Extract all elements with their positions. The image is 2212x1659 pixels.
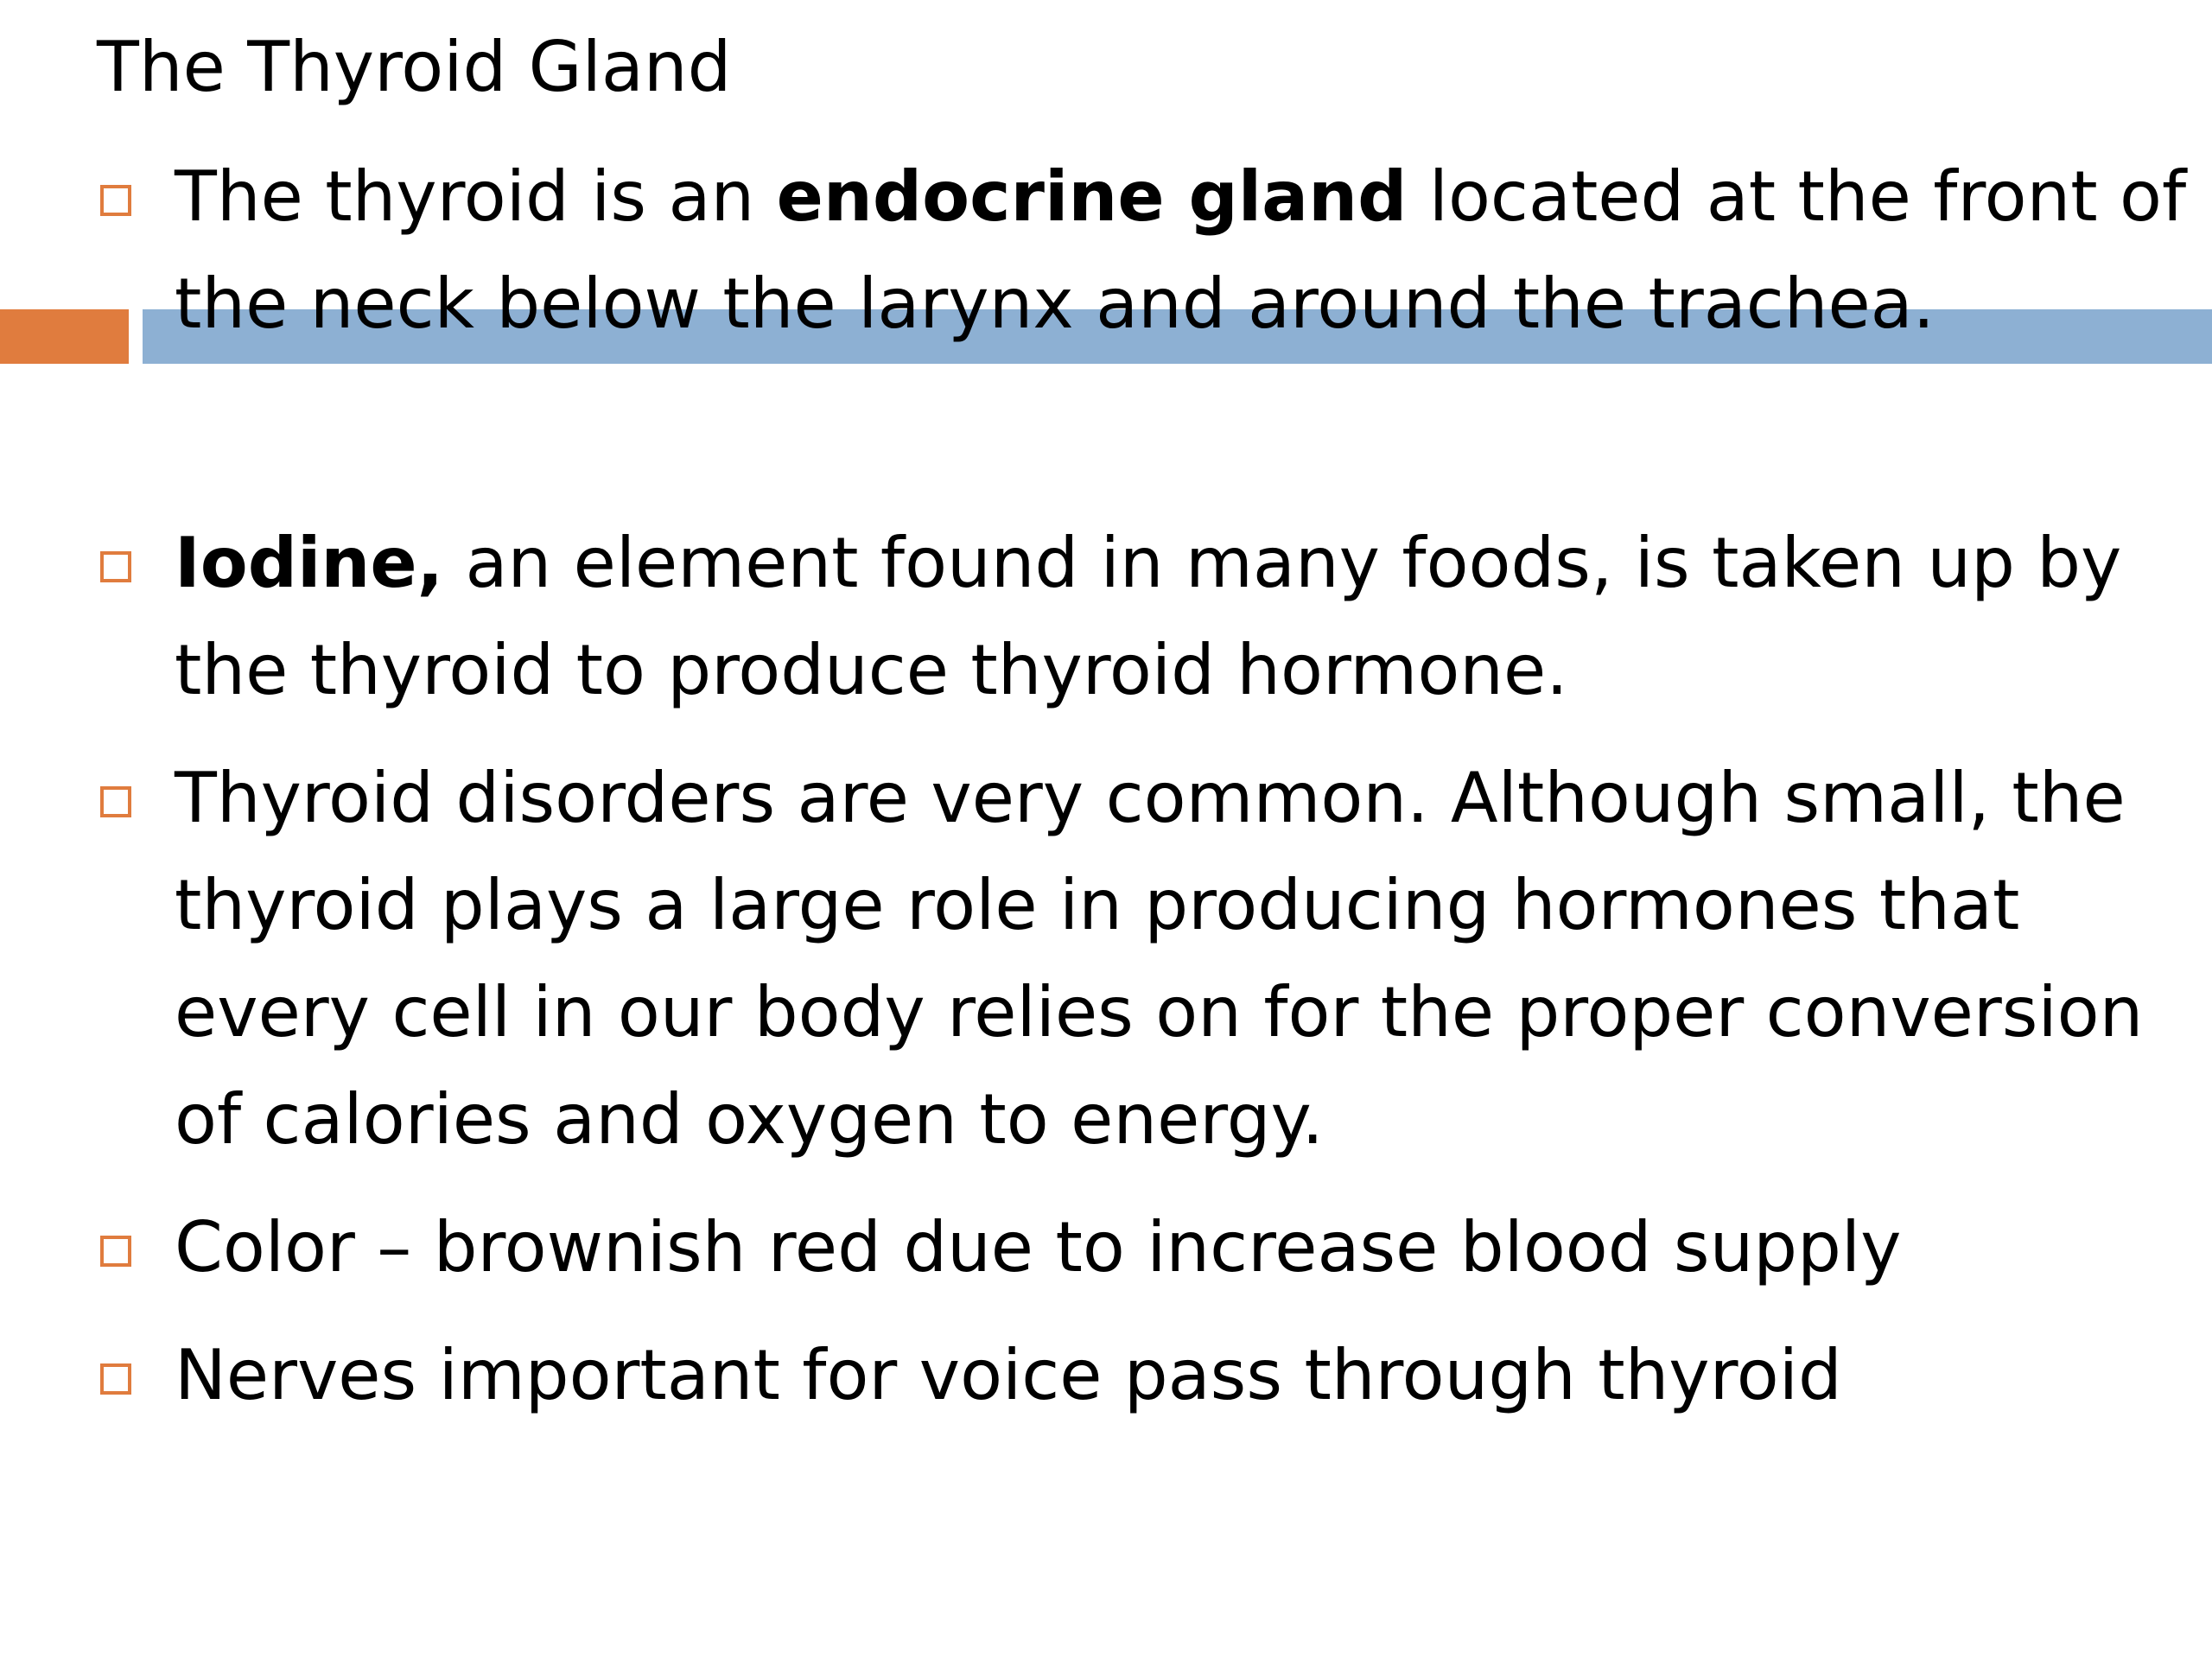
text-segment: the neck below the larynx and around the trachea. [175,264,1936,344]
bullet-text [175,143,2205,358]
slide-title: The Thyroid Gland [97,27,732,107]
text-segment: every cell in our body relies on for the proper conversion [175,972,2144,1052]
text-segment: located at the front of [1407,156,2187,237]
square-bullet-icon [100,551,131,582]
text-line [175,251,2205,358]
bullet-text [175,745,2205,1173]
text-line [175,852,2205,959]
bullet-item-color [97,1194,2205,1301]
bullet-item-iodine [97,510,2205,724]
text-line [175,1066,2205,1173]
square-bullet-icon [100,1363,131,1395]
square-bullet-icon [100,786,131,817]
text-segment: The thyroid is an [175,156,777,237]
text-segment: Nerves important for voice pass through thyroid [175,1335,1842,1415]
text-segment: thyroid plays a large role in producing hormones that [175,865,2020,945]
square-bullet-icon [100,185,131,216]
text-segment: the thyroid to produce thyroid hormone. [175,630,1568,710]
bullet-item-nerves [97,1322,2205,1429]
text-line [175,510,2205,617]
bold-term: Iodine, [175,523,444,603]
text-segment: Thyroid disorders are very common. Although small, the [175,758,2126,838]
bullet-item-endocrine [97,143,2205,358]
text-line [175,959,2205,1066]
text-segment: an element found in many foods, is taken up by [443,523,2122,603]
text-segment: of calories and oxygen to energy. [175,1079,1324,1160]
bullet-text [175,510,2205,724]
text-line [175,617,2205,724]
square-bullet-icon [100,1236,131,1267]
text-line [175,745,2205,852]
bold-term: endocrine gland [776,156,1408,237]
text-line [175,143,2205,251]
text-line [175,1194,2205,1301]
bullet-text [175,1194,2205,1301]
bullet-item-disorders [97,745,2205,1173]
text-segment: Color – brownish red due to increase blood supply [175,1207,1902,1287]
text-line [175,1322,2205,1429]
bullet-text [175,1322,2205,1429]
